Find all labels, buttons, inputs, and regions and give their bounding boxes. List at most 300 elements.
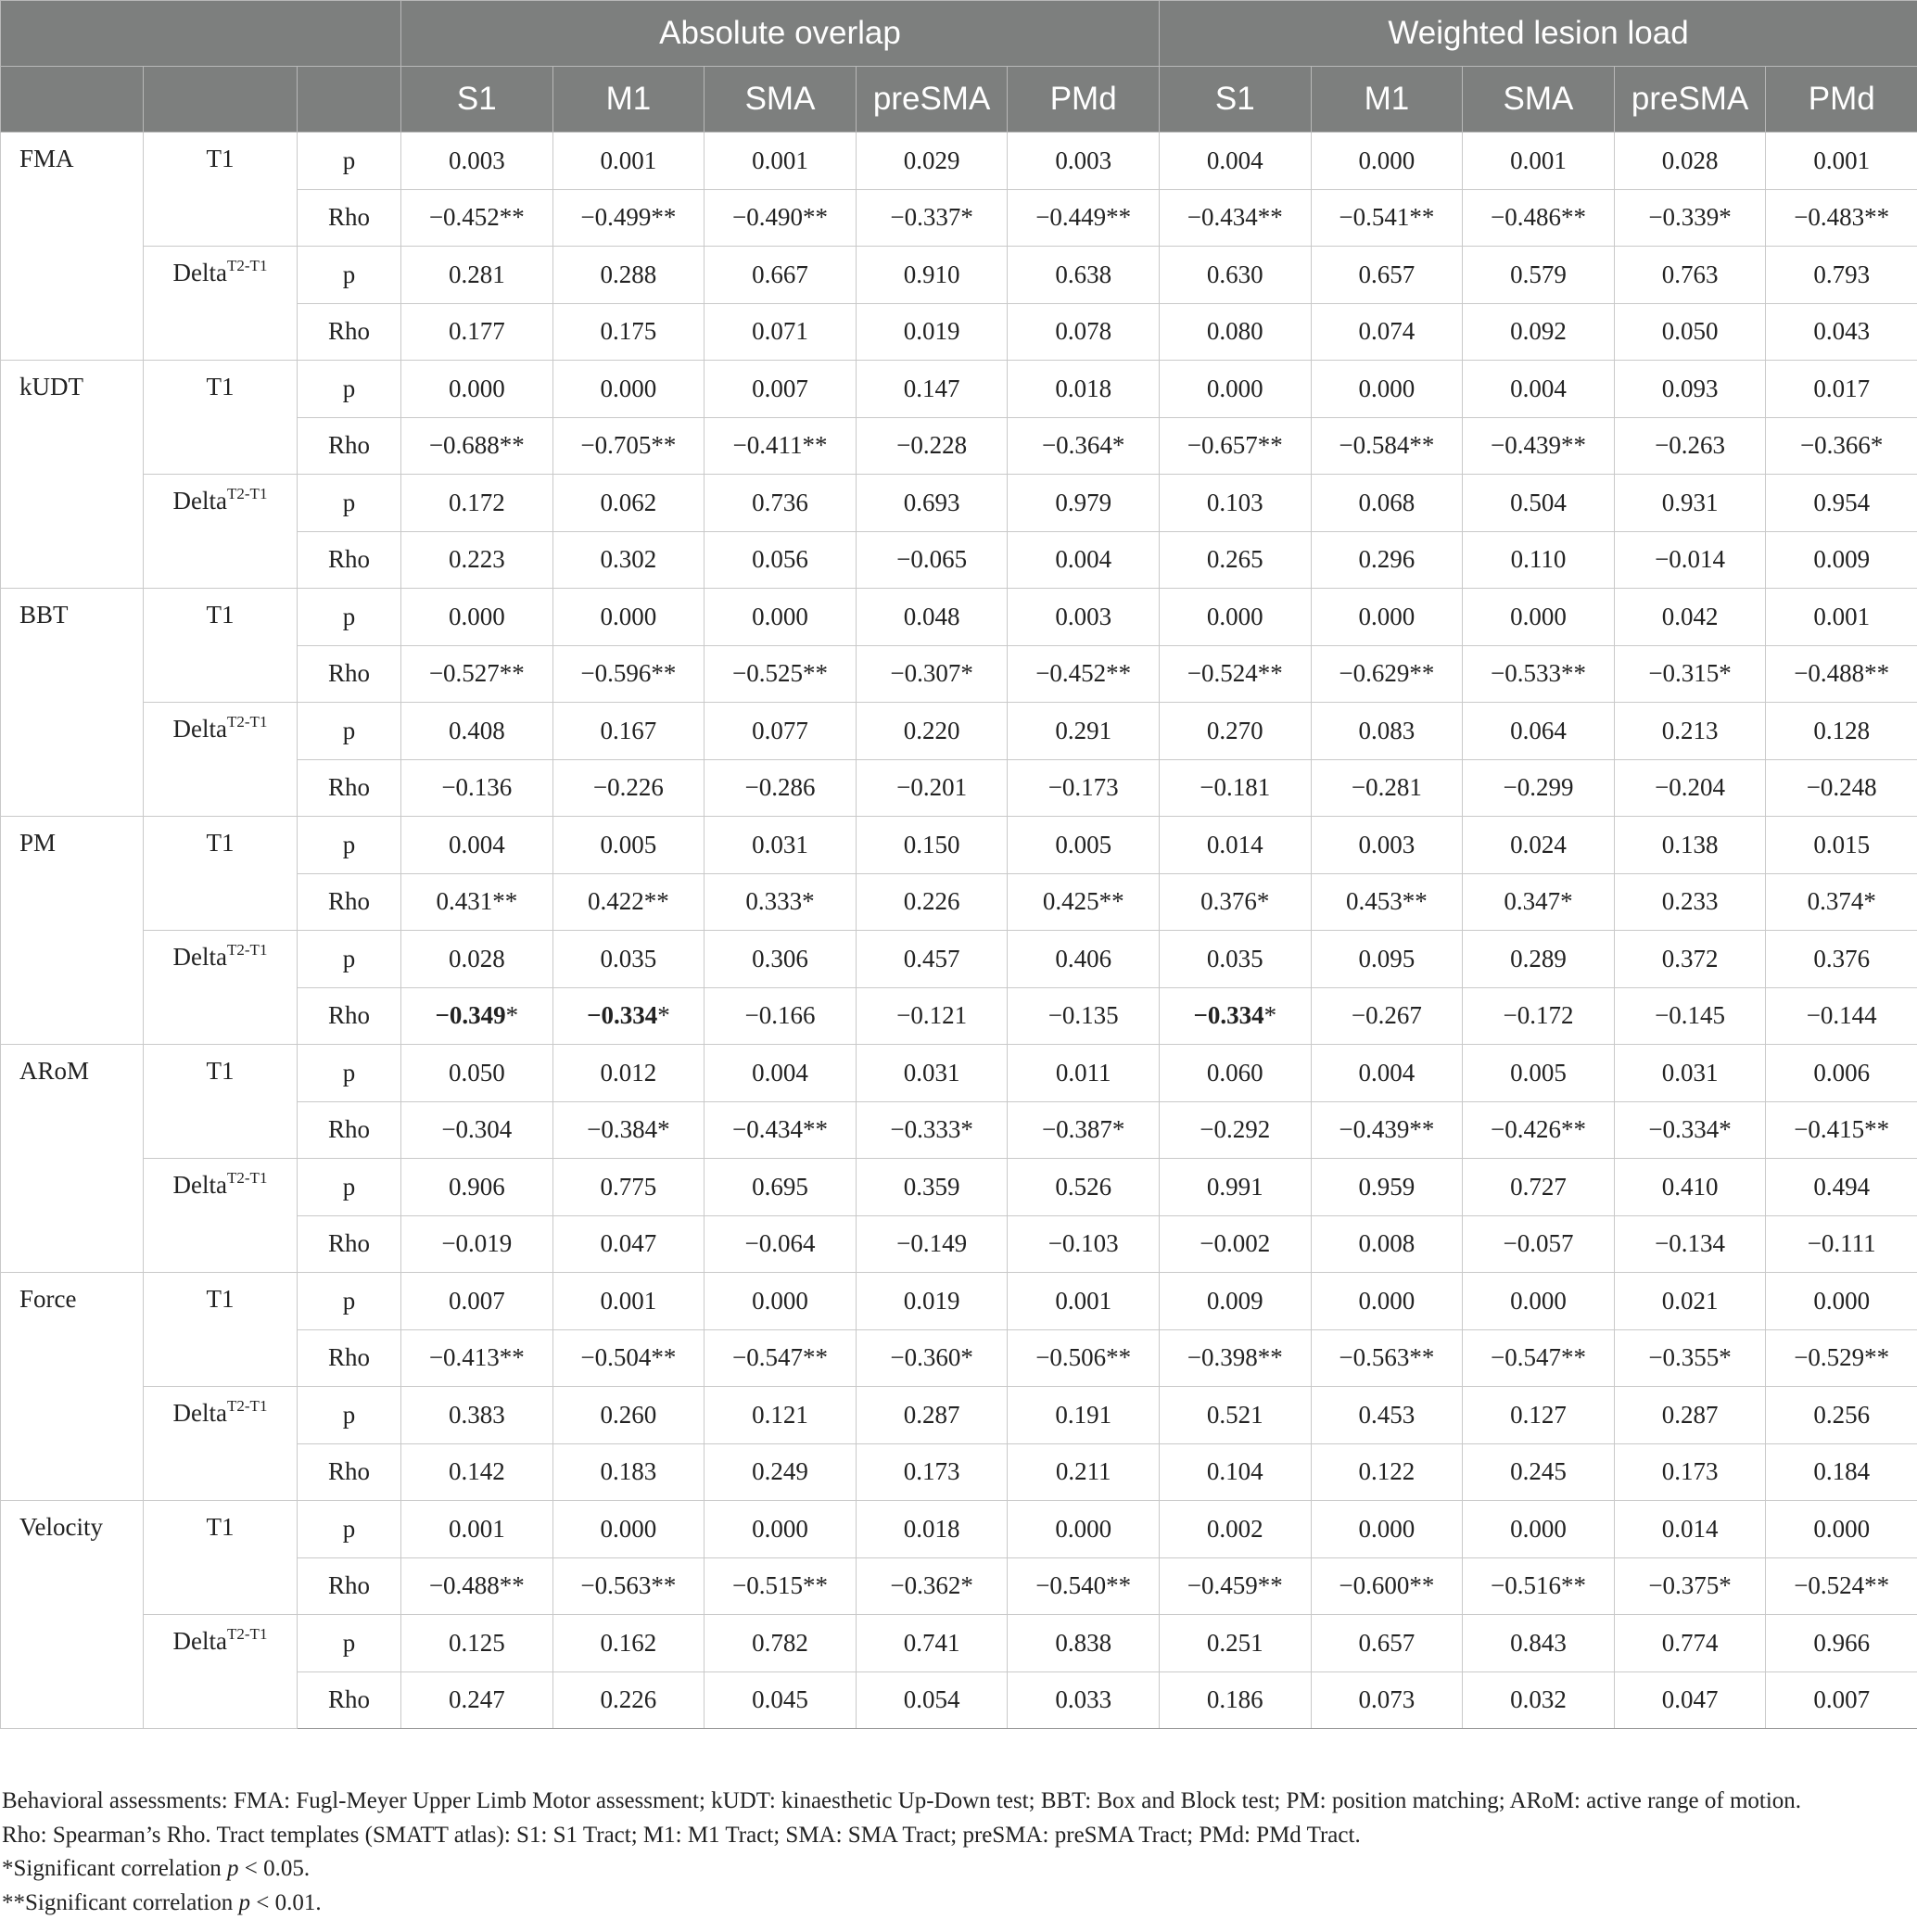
table-row [1,1273,1917,1330]
value-cell: 0.504 [1463,475,1615,532]
value-cell: −0.149 [856,1215,1008,1273]
value-cell: 0.001 [1766,133,1917,190]
table-row [1,475,1917,532]
value-cell: 0.000 [1463,1501,1615,1558]
value-cell: 0.001 [1463,133,1615,190]
footnote-sig-01: **Significant correlation p < 0.01. [2,1889,322,1915]
value-cell: −0.360* [856,1329,1008,1387]
value-cell: 0.142 [401,1443,553,1501]
value-cell: 0.251 [1160,1615,1312,1672]
value-cell: −0.600** [1311,1557,1463,1615]
value-cell: 0.001 [705,133,857,190]
value-cell: −0.439** [1463,417,1615,475]
value-cell: 0.302 [552,531,705,589]
value-cell: −0.449** [1008,189,1160,247]
value-cell: 0.579 [1463,247,1615,304]
value-cell: −0.411** [705,417,857,475]
value-cell: 0.017 [1766,361,1917,418]
value-cell: 0.103 [1160,475,1312,532]
measure-label: PM [1,817,144,1045]
value-cell: 0.226 [552,1671,705,1729]
time-label: T1 [144,589,298,703]
value-cell: −0.524** [1160,645,1312,703]
value-cell: 0.431** [401,873,553,931]
value-cell: −0.705** [552,417,705,475]
value-cell: 0.000 [1160,589,1312,646]
value-cell: −0.228 [856,417,1008,475]
value-cell: 0.000 [705,1501,857,1558]
table-row [1,1045,1917,1102]
value-cell [1160,987,1312,1045]
table-row [1,931,1917,988]
value-cell: 0.056 [705,531,857,589]
value-cell: 0.000 [705,589,857,646]
value-cell: 0.906 [401,1159,553,1216]
value-cell: 0.001 [401,1501,553,1558]
value-cell: 0.050 [401,1045,553,1102]
value-cell: 0.910 [856,247,1008,304]
value-cell: −0.064 [705,1215,857,1273]
value-cell: 0.128 [1766,703,1917,760]
value-cell: 0.024 [1463,817,1615,874]
value-cell: 0.184 [1766,1443,1917,1501]
value-cell: −0.584** [1311,417,1463,475]
value-cell: 0.173 [856,1443,1008,1501]
value-cell: −0.135 [1008,987,1160,1045]
value-cell: −0.413** [401,1329,553,1387]
value-cell: 0.000 [1463,589,1615,646]
time-label-text: Delta [172,943,228,971]
value-cell: 0.004 [1008,531,1160,589]
value-significance: * [505,1001,519,1030]
stat-label: p [298,361,401,418]
value-cell: −0.334* [1614,1101,1766,1159]
time-label: T1 [144,1273,298,1387]
value-cell: 0.003 [1311,817,1463,874]
value-cell: 0.763 [1614,247,1766,304]
value-cell: 0.007 [401,1273,553,1330]
stat-label: Rho [298,873,401,931]
tract-header-wll-s1: S1 [1160,67,1312,133]
value-cell: 0.173 [1614,1443,1766,1501]
value-cell: 0.014 [1614,1501,1766,1558]
value-cell: 0.843 [1463,1615,1615,1672]
value-cell: 0.000 [1311,1501,1463,1558]
value-cell: 0.104 [1160,1443,1312,1501]
value-cell: 0.991 [1160,1159,1312,1216]
value-cell: 0.287 [856,1387,1008,1444]
value-cell: −0.527** [401,645,553,703]
value-cell: 0.000 [1008,1501,1160,1558]
value-cell: 0.009 [1160,1273,1312,1330]
value-cell: 0.062 [552,475,705,532]
measure-label: FMA [1,133,144,361]
stat-label: p [298,931,401,988]
value-cell: −0.286 [705,759,857,817]
value-cell: −0.014 [1614,531,1766,589]
value-cell: 0.047 [552,1215,705,1273]
tract-header-wll-presma: preSMA [1614,67,1766,133]
value-cell: −0.596** [552,645,705,703]
value-cell: 0.007 [705,361,857,418]
time-label: T1 [144,1501,298,1615]
time-label-text: Delta [172,715,228,743]
value-cell: −0.563** [552,1557,705,1615]
value-significance: * [1263,1001,1277,1030]
value-cell: −0.267 [1311,987,1463,1045]
value-cell: 0.213 [1614,703,1766,760]
tract-header-abs-presma: preSMA [856,67,1008,133]
value-cell: 0.003 [1008,589,1160,646]
value-cell: 0.727 [1463,1159,1615,1216]
value-cell: 0.247 [401,1671,553,1729]
stat-label: p [298,247,401,304]
time-label [144,1387,298,1501]
value-cell: −0.292 [1160,1101,1312,1159]
value-cell: −0.315* [1614,645,1766,703]
value-cell: 0.657 [1311,1615,1463,1672]
value-cell: 0.032 [1463,1671,1615,1729]
value-cell: 0.226 [856,873,1008,931]
value-cell: −0.145 [1614,987,1766,1045]
header-blank-time [144,67,298,133]
value-cell: 0.838 [1008,1615,1160,1672]
value-cell: −0.134 [1614,1215,1766,1273]
value-cell: 0.288 [552,247,705,304]
value-number: −0.334 [587,1001,658,1030]
value-number: −0.349 [435,1001,506,1030]
value-cell: 0.245 [1463,1443,1615,1501]
time-label-text: Delta [172,259,228,286]
value-cell: −0.499** [552,189,705,247]
value-cell: 0.422** [552,873,705,931]
value-cell: 0.526 [1008,1159,1160,1216]
value-cell: 0.000 [1160,361,1312,418]
value-cell: 0.019 [856,303,1008,361]
footnote-sig-05: *Significant correlation p < 0.05. [2,1856,311,1881]
group-header-row [1,1,1917,67]
value-cell: 0.000 [552,589,705,646]
value-cell: 0.211 [1008,1443,1160,1501]
value-cell: 0.071 [705,303,857,361]
value-cell: −0.002 [1160,1215,1312,1273]
value-cell: 0.372 [1614,931,1766,988]
value-cell: −0.281 [1311,759,1463,817]
measure-label: Velocity [1,1501,144,1729]
value-cell: 0.125 [401,1615,553,1672]
value-cell: 0.296 [1311,531,1463,589]
value-cell: 0.281 [401,247,553,304]
value-cell: 0.741 [856,1615,1008,1672]
table-row [1,1159,1917,1216]
table-row [1,1501,1917,1558]
value-cell: 0.979 [1008,475,1160,532]
value-cell: −0.144 [1766,987,1917,1045]
time-label [144,703,298,817]
value-cell: 0.347* [1463,873,1615,931]
table-row [1,1387,1917,1444]
value-cell: 0.080 [1160,303,1312,361]
group-header-absolute-overlap: Absolute overlap [401,1,1160,67]
value-cell: −0.339* [1614,189,1766,247]
value-cell: 0.774 [1614,1615,1766,1672]
time-label: T1 [144,361,298,475]
value-cell: −0.136 [401,759,553,817]
value-cell: −0.504** [552,1329,705,1387]
value-cell: 0.001 [1008,1273,1160,1330]
time-label [144,475,298,589]
value-cell: 0.359 [856,1159,1008,1216]
value-cell: 0.959 [1311,1159,1463,1216]
value-cell: −0.019 [401,1215,553,1273]
value-cell: 0.035 [552,931,705,988]
value-cell: −0.563** [1311,1329,1463,1387]
value-cell: 0.291 [1008,703,1160,760]
value-cell: 0.019 [856,1273,1008,1330]
value-cell: −0.459** [1160,1557,1312,1615]
value-cell: 0.035 [1160,931,1312,988]
value-cell: −0.657** [1160,417,1312,475]
value-cell: −0.172 [1463,987,1615,1045]
value-cell: 0.121 [705,1387,857,1444]
value-cell: 0.000 [1311,133,1463,190]
value-cell: 0.406 [1008,931,1160,988]
value-cell: 0.931 [1614,475,1766,532]
value-cell: 0.408 [401,703,553,760]
table-row [1,361,1917,418]
value-cell: 0.494 [1766,1159,1917,1216]
measure-label: BBT [1,589,144,817]
value-cell: 0.453** [1311,873,1463,931]
value-cell: 0.233 [1614,873,1766,931]
value-cell: −0.366* [1766,417,1917,475]
value-cell: 0.078 [1008,303,1160,361]
value-cell: 0.333* [705,873,857,931]
value-cell: −0.488** [1766,645,1917,703]
value-cell: 0.521 [1160,1387,1312,1444]
measure-label: ARoM [1,1045,144,1273]
value-cell: 0.630 [1160,247,1312,304]
value-cell: −0.415** [1766,1101,1917,1159]
time-label-text: Delta [172,1171,228,1199]
stat-label: p [298,1387,401,1444]
tract-header-abs-s1: S1 [401,67,553,133]
value-cell: 0.031 [1614,1045,1766,1102]
value-cell: −0.362* [856,1557,1008,1615]
tract-header-wll-pmd: PMd [1766,67,1917,133]
value-cell: 0.110 [1463,531,1615,589]
table-header [1,1,1917,133]
tract-header-abs-m1: M1 [552,67,705,133]
value-cell: −0.226 [552,759,705,817]
value-cell: 0.138 [1614,817,1766,874]
value-cell: −0.688** [401,417,553,475]
value-cell: −0.525** [705,645,857,703]
value-cell: 0.183 [552,1443,705,1501]
value-cell: 0.002 [1160,1501,1312,1558]
value-cell: −0.541** [1311,189,1463,247]
value-cell: 0.092 [1463,303,1615,361]
value-cell: 0.383 [401,1387,553,1444]
table-row [1,817,1917,874]
stat-label: p [298,1501,401,1558]
value-cell: 0.014 [1160,817,1312,874]
value-cell: 0.003 [401,133,553,190]
value-cell: 0.000 [1463,1273,1615,1330]
value-cell: −0.375* [1614,1557,1766,1615]
value-cell: −0.426** [1463,1101,1615,1159]
value-cell: −0.057 [1463,1215,1615,1273]
stat-label: Rho [298,531,401,589]
value-cell: 0.425** [1008,873,1160,931]
value-cell: 0.172 [401,475,553,532]
time-label: T1 [144,1045,298,1159]
value-cell: 0.000 [1311,589,1463,646]
stat-label: Rho [298,1443,401,1501]
value-significance: * [657,1001,670,1030]
time-label [144,1159,298,1273]
value-cell: −0.173 [1008,759,1160,817]
value-cell: 0.012 [552,1045,705,1102]
stat-label: Rho [298,1215,401,1273]
value-cell: 0.287 [1614,1387,1766,1444]
value-cell: 0.095 [1311,931,1463,988]
value-cell: −0.333* [856,1101,1008,1159]
value-cell: −0.529** [1766,1329,1917,1387]
value-cell: 0.005 [552,817,705,874]
table-row [1,589,1917,646]
value-cell: 0.000 [1766,1273,1917,1330]
value-cell: 0.410 [1614,1159,1766,1216]
value-cell: −0.181 [1160,759,1312,817]
time-label-superscript: T2-T1 [227,257,268,274]
value-cell: −0.547** [1463,1329,1615,1387]
value-cell: 0.457 [856,931,1008,988]
value-cell: 0.000 [401,589,553,646]
time-label-superscript: T2-T1 [227,941,268,959]
value-number: −0.334 [1193,1001,1264,1030]
value-cell: 0.009 [1766,531,1917,589]
value-cell: 0.028 [1614,133,1766,190]
value-cell: 0.695 [705,1159,857,1216]
value-cell: −0.355* [1614,1329,1766,1387]
value-cell: 0.270 [1160,703,1312,760]
value-cell: 0.068 [1311,475,1463,532]
value-cell: 0.054 [856,1671,1008,1729]
value-cell: 0.220 [856,703,1008,760]
time-label-text: Delta [172,1399,228,1427]
value-cell: −0.248 [1766,759,1917,817]
time-label-superscript: T2-T1 [227,485,268,502]
value-cell: 0.191 [1008,1387,1160,1444]
value-cell: −0.384* [552,1101,705,1159]
value-cell: 0.167 [552,703,705,760]
value-cell: 0.029 [856,133,1008,190]
value-cell: 0.045 [705,1671,857,1729]
value-cell: 0.006 [1766,1045,1917,1102]
value-cell: −0.452** [1008,645,1160,703]
value-cell: 0.289 [1463,931,1615,988]
value-cell: 0.001 [552,1273,705,1330]
value-cell: 0.376 [1766,931,1917,988]
value-cell: 0.000 [705,1273,857,1330]
table-body [1,133,1917,1729]
time-label [144,931,298,1045]
value-cell: −0.304 [401,1101,553,1159]
value-cell: −0.434** [1160,189,1312,247]
value-cell: −0.307* [856,645,1008,703]
value-cell: 0.657 [1311,247,1463,304]
value-cell: −0.263 [1614,417,1766,475]
value-cell: 0.050 [1614,303,1766,361]
value-cell: −0.065 [856,531,1008,589]
time-label-superscript: T2-T1 [227,1625,268,1643]
stat-label: Rho [298,759,401,817]
value-cell: 0.018 [1008,361,1160,418]
value-cell: 0.374* [1766,873,1917,931]
stat-label: Rho [298,1101,401,1159]
value-cell: 0.042 [1614,589,1766,646]
value-cell: 0.147 [856,361,1008,418]
value-cell: −0.111 [1766,1215,1917,1273]
value-cell: −0.204 [1614,759,1766,817]
value-cell: 0.048 [856,589,1008,646]
value-cell: −0.364* [1008,417,1160,475]
time-label [144,247,298,361]
time-label-superscript: T2-T1 [227,713,268,731]
measure-label: Force [1,1273,144,1501]
value-cell: 0.004 [1311,1045,1463,1102]
value-cell: 0.001 [552,133,705,190]
value-cell: 0.249 [705,1443,857,1501]
stat-label: Rho [298,645,401,703]
value-cell: −0.533** [1463,645,1615,703]
stat-label: Rho [298,1557,401,1615]
value-cell: 0.260 [552,1387,705,1444]
tract-header-wll-sma: SMA [1463,67,1615,133]
value-cell: 0.638 [1008,247,1160,304]
value-cell: 0.954 [1766,475,1917,532]
value-cell: 0.074 [1311,303,1463,361]
value-cell: 0.376* [1160,873,1312,931]
value-cell: 0.782 [705,1615,857,1672]
value-cell: 0.775 [552,1159,705,1216]
time-label: T1 [144,133,298,247]
value-cell: 0.011 [1008,1045,1160,1102]
value-cell: 0.162 [552,1615,705,1672]
value-cell: 0.966 [1766,1615,1917,1672]
time-label: T1 [144,817,298,931]
stat-label: p [298,475,401,532]
value-cell [401,987,553,1045]
value-cell: 0.064 [1463,703,1615,760]
value-cell: −0.515** [705,1557,857,1615]
table-row [1,133,1917,190]
value-cell: 0.127 [1463,1387,1615,1444]
value-cell: 0.073 [1311,1671,1463,1729]
stat-label: Rho [298,987,401,1045]
value-cell: −0.434** [705,1101,857,1159]
tract-header-abs-pmd: PMd [1008,67,1160,133]
value-cell: 0.043 [1766,303,1917,361]
value-cell: 0.306 [705,931,857,988]
stat-label: p [298,1045,401,1102]
time-label-text: Delta [172,487,228,515]
time-label-superscript: T2-T1 [227,1397,268,1415]
value-cell: 0.093 [1614,361,1766,418]
value-cell: −0.629** [1311,645,1463,703]
value-cell: 0.667 [705,247,857,304]
